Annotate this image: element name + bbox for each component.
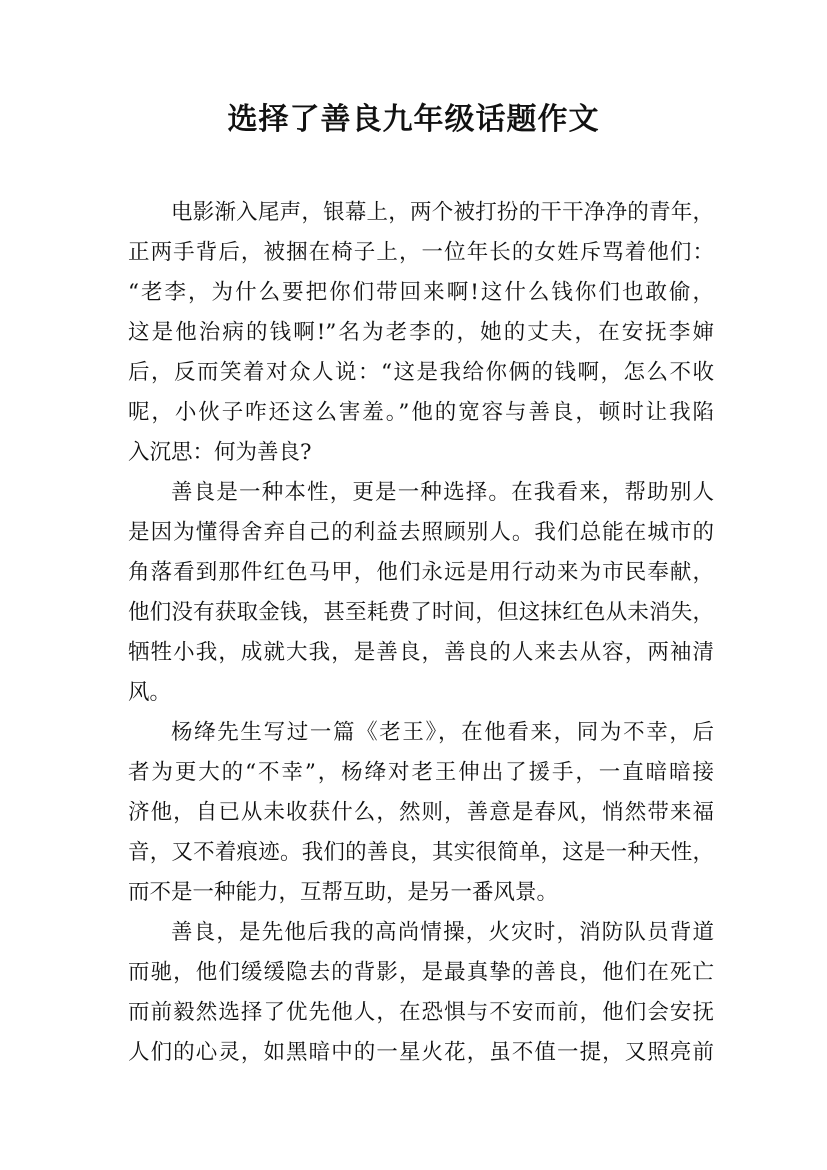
paragraph-line: 济他，自已从未收获什么，然则，善意是春风，悄然带来福 [128,800,714,825]
paragraph-line: 而不是一种能力，互帮互助，是另一番风景。 [128,880,559,905]
paragraph-line: 后，反而笑着对众人说：“这是我给你俩的钱啊，怎么不收 [128,360,714,385]
paragraph-line: 这是他治病的钱啊!”名为老李的，她的丈夫，在安抚李婶 [128,320,714,345]
paragraph-line: 音，又不着痕迹。我们的善良，其实很简单，这是一种天性， [128,840,714,865]
paragraph-line: 他们没有获取金钱，甚至耗费了时间，但这抹红色从未消失， [128,600,714,625]
paragraph-line: 而驰，他们缓缓隐去的背影，是最真挚的善良，他们在死亡 [128,960,714,985]
paragraph-line: 而前毅然选择了优先他人，在恐惧与不安而前，他们会安抚 [128,1000,714,1025]
paragraph-line: “老李，为什么要把你们带回来啊!这什么钱你们也敢偷， [128,280,714,305]
paragraph-line: 呢，小伙子咋还这么害羞。”他的宽容与善良，顿时让我陷 [128,400,714,425]
paragraph-line: 正两手背后，被捆在椅子上，一位年长的女姓斥骂着他们： [128,240,714,265]
paragraph-line: 者为更大的“不幸”，杨绛对老王伸出了援手，一直暗暗接 [128,760,714,785]
paragraph-line: 电影渐入尾声，银幕上，两个被打扮的干干净净的青年， [171,200,714,225]
paragraph-line: 是因为懂得舍弃自己的利益去照顾别人。我们总能在城市的 [128,520,714,545]
page-title: 选择了善良九年级话题作文 [227,102,600,137]
paragraph-line: 善良，是先他后我的高尚情操，火灾时，消防队员背道 [171,920,714,945]
paragraph-line: 牺牲小我，成就大我，是善良，善良的人来去从容，两袖清 [128,640,714,665]
paragraph-line: 人们的心灵，如黑暗中的一星火花，虽不值一提，又照亮前 [128,1040,714,1065]
paragraph-line: 风。 [128,680,172,705]
paragraph-line: 角落看到那件红色马甲，他们永远是用行动来为市民奉献， [128,560,714,585]
paragraph-line: 入沉思：何为善良? [128,440,312,465]
paragraph-line: 善良是一种本性，更是一种选择。在我看来，帮助别人 [171,480,714,505]
paragraph-line: 杨绛先生写过一篇《老王》，在他看来，同为不幸，后 [171,720,714,745]
